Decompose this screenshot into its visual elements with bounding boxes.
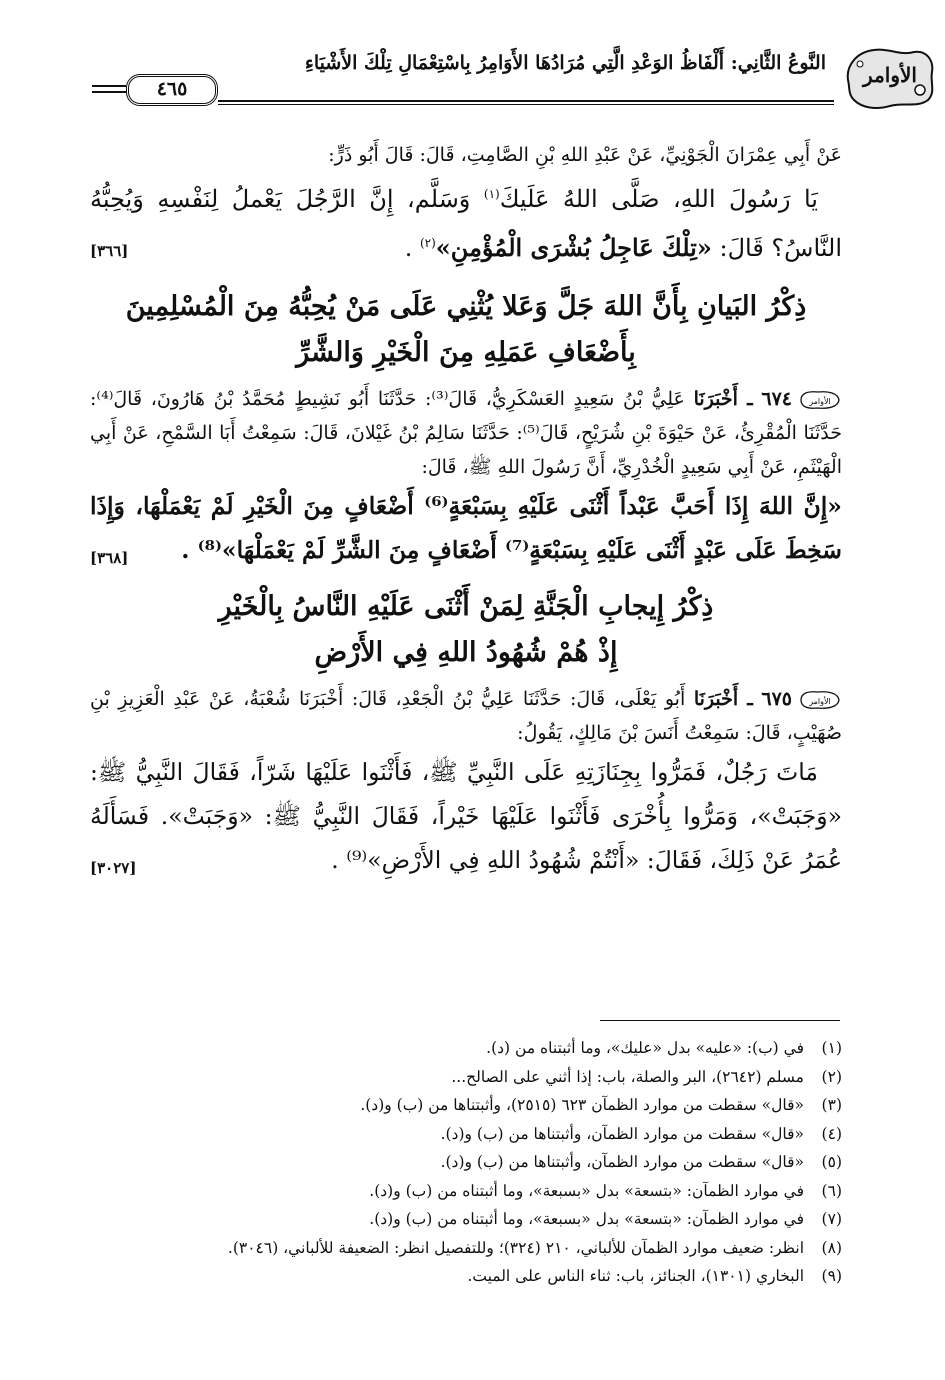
hadith-badge-icon [798, 689, 842, 711]
footnote-marker: (١) [483, 187, 500, 201]
footnote-item: (١)في (ب): «عليه» بدل «عليك»، وما أثبتناه من (د). [486, 1039, 842, 1057]
hadith-number: ٦٧٤ [761, 388, 792, 410]
header-rule-left [92, 85, 126, 93]
hadith-number: ٦٧٥ [761, 688, 793, 710]
hadith-674-matn: «إِنَّ اللهَ إِذَا أَحَبَّ عَبْداً أَثْنَى عَلَيْهِ بِسَبْعَةٍ⁽⁶⁾ أَضْعَافٍ مِنَ الْخَيْرِ لَمْ يَعْمَلْهَا، وَإِذَا سَخِطَ عَلَى عَبْدٍ أَثْنَى عَلَيْهِ بِسَبْعَةٍ⁽⁷⁾ أَضْعَافٍ مِنَ الشَّرِّ لَمْ يَعْمَلْهَا»⁽⁸⁾ . [٣٦٨] [90, 484, 842, 572]
footnote-item: (٦)في موارد الظمآن: «بتسعة» بدل «بسبعة»، وما أثبتناه من (ب) و(د). [369, 1181, 842, 1200]
page-number: ٤٦٥ [126, 74, 218, 106]
footnote-item: (٤)«قال» سقطت من موارد الظمآن، وأثبتناها من (ب) و(د). [440, 1124, 842, 1143]
reference-number: [٣٠٢٧] [90, 859, 137, 877]
hadith-badge-icon [798, 389, 842, 411]
prophet-quote: «تِلْكَ عَاجِلُ بُشْرَى الْمُؤْمِنِ» [435, 233, 712, 262]
hadith-675-matn: مَاتَ رَجُلٌ، فَمَرُّوا بِجِنَازَتِهِ عَلَى النَّبِيِّ ﷺ، فَأَثْنَوا عَلَيْهَا شَرّاً، فَقَالَ النَّبِيُّ ﷺ: «وَجَبَتْ»، وَمَرُّوا بِأُخْرَى فَأَثْنَوا عَلَيْهَا خَيْراً، فَقَالَ النَّبِيُّ ﷺ: «وَجَبَتْ». فَسَأَلَهُ عُمَرُ عَنْ ذَلِكَ، فَقَالَ: «أَنْتُمْ شُهُودُ اللهِ فِي الأَرْضِ»⁽⁹⁾ . [٣٠٢٧] [90, 750, 842, 882]
section-heading: ذِكْرُ إِيجابِ الْجَنَّةِ لِمَنْ أَثْنَى عَلَيْهِ النَّاسُ بِالْخَيْرِ إِذْ هُمْ شُهُودُ اللهِ فِي الأَرْضِ [218, 591, 714, 668]
header-rule [218, 100, 834, 105]
footnote-item: (٨)انظر: ضعيف موارد الظمآن للألباني، ٢١٠ (٣٢٤)؛ وللتفصيل انظر: الضعيفة للألباني، (٣٠٤٦). [227, 1238, 842, 1257]
chapter-logo-icon [840, 42, 938, 112]
footnotes [90, 1034, 842, 1291]
reference-number: [٣٦٨] [90, 549, 129, 567]
reference-number: [٣٦٦] [90, 242, 129, 260]
footnote-item: (٣)«قال» سقطت من موارد الظمآن ٦٢٣ (٢٥١٥)، وأثبتناها من (ب) و(د). [360, 1096, 842, 1114]
page-header [88, 38, 938, 118]
footnote-separator [600, 1020, 840, 1021]
main-text [90, 138, 842, 890]
footnote-item: (٥)«قال» سقطت من موارد الظمآن، وأثبتناها من (ب) و(د). [440, 1153, 842, 1171]
hadith-675-isnad: الأوامر ٦٧٥ ـ أَخْبَرَنَا أَبُو يَعْلَى، قَالَ: حَدَّثَنَا عَلِيُّ بْنُ الْجَعْدِ، قَالَ: أَخْبَرَنَا شُعْبَةُ، عَنْ عَبْدِ الْعَزِيزِ بْنِ صُهَيْبٍ، قَالَ: سَمِعْتُ أَنَسَ بْنَ مَالِكٍ، يَقُولُ: [90, 688, 842, 744]
svg-text:الأوامر: الأوامر [809, 397, 831, 406]
footnote-item: (٧)في موارد الظمآن: «بتسعة» بدل «بسبعة»، وما أثبتناه من (ب) و(د). [369, 1210, 842, 1228]
running-title: النَّوعُ الثَّانِي: أَلْفَاظُ الوَعْدِ الَّتِي مُرَادُهَا الأَوَامِرُ بِاسْتِعْمَالِ تِلْكَ الأَشْيَاءِ [304, 52, 826, 74]
section-heading: ذِكْرُ البَيانِ بِأَنَّ اللهَ جَلَّ وَعَلا يُثْنِي عَلَى مَنْ يُحِبُّهُ مِنَ الْمُسْلِمِينَ بِأَضْعَافِ عَمَلِهِ مِنَ الْخَيْرِ وَالشَّرِّ [125, 291, 807, 368]
footnote-item: (٩)البخاري (١٣٠١)، الجنائز، باب: ثناء الناس على الميت. [467, 1267, 842, 1285]
isnad-line: عَنْ أَبِي عِمْرَانَ الْجَوْنِيِّ، عَنْ عَبْدِ اللهِ بْنِ الصَّامِتِ، قَالَ: قَالَ أَبُو ذَرٍّ: [328, 144, 842, 166]
hadith-text-673: يَا رَسُولَ اللهِ، صَلَّى اللهُ عَلَيكَ$^{(١)}$ وَسَلَّم، إِنَّ الرَّجُلَ يَعْملُ لِنَفْسِهِ وَيُحِبُّهُ النَّاسُ؟ قَالَ: «تِلْكَ عَاجِلُ بُشْرَى الْمُؤْمِنِ»$^{(٢)}$ . [٣٦٦] [90, 172, 842, 270]
logo-text: الأوامر [863, 63, 917, 87]
footnote-item: (٢)مسلم (٢٦٤٢)، البر والصلة، باب: إذا أثني على الصالح... [451, 1067, 842, 1086]
footnote-marker: (٢) [419, 236, 436, 250]
hadith-674-isnad: الأوامر ٦٧٤ ـ أَخْبَرَنَا عَلِيُّ بْنُ سَعِيدٍ العَسْكَرِيُّ، قَالَ⁽³⁾: حَدَّثَنَا أَبُو نَشِيطٍ مُحَمَّدُ بْنُ هَارُونَ، قَالَ⁽⁴⁾: حَدَّثَنَا الْمُقْرِئُ، عَنْ حَيْوَةَ بْنِ شُرَيْحٍ، قَالَ⁽⁵⁾: حَدَّثَنَا سَالِمُ بْنُ غَيْلانَ، قَالَ: سَمِعْتُ أَبَا السَّمْحِ، عَنْ أَبِي الْهَيْثَمِ، عَنْ أَبِي سَعِيدٍ الْخُدْرِيِّ، أَنَّ رَسُولَ اللهِ ﷺ، قَالَ: [90, 388, 842, 478]
svg-text:الأوامر: الأوامر [809, 697, 831, 706]
